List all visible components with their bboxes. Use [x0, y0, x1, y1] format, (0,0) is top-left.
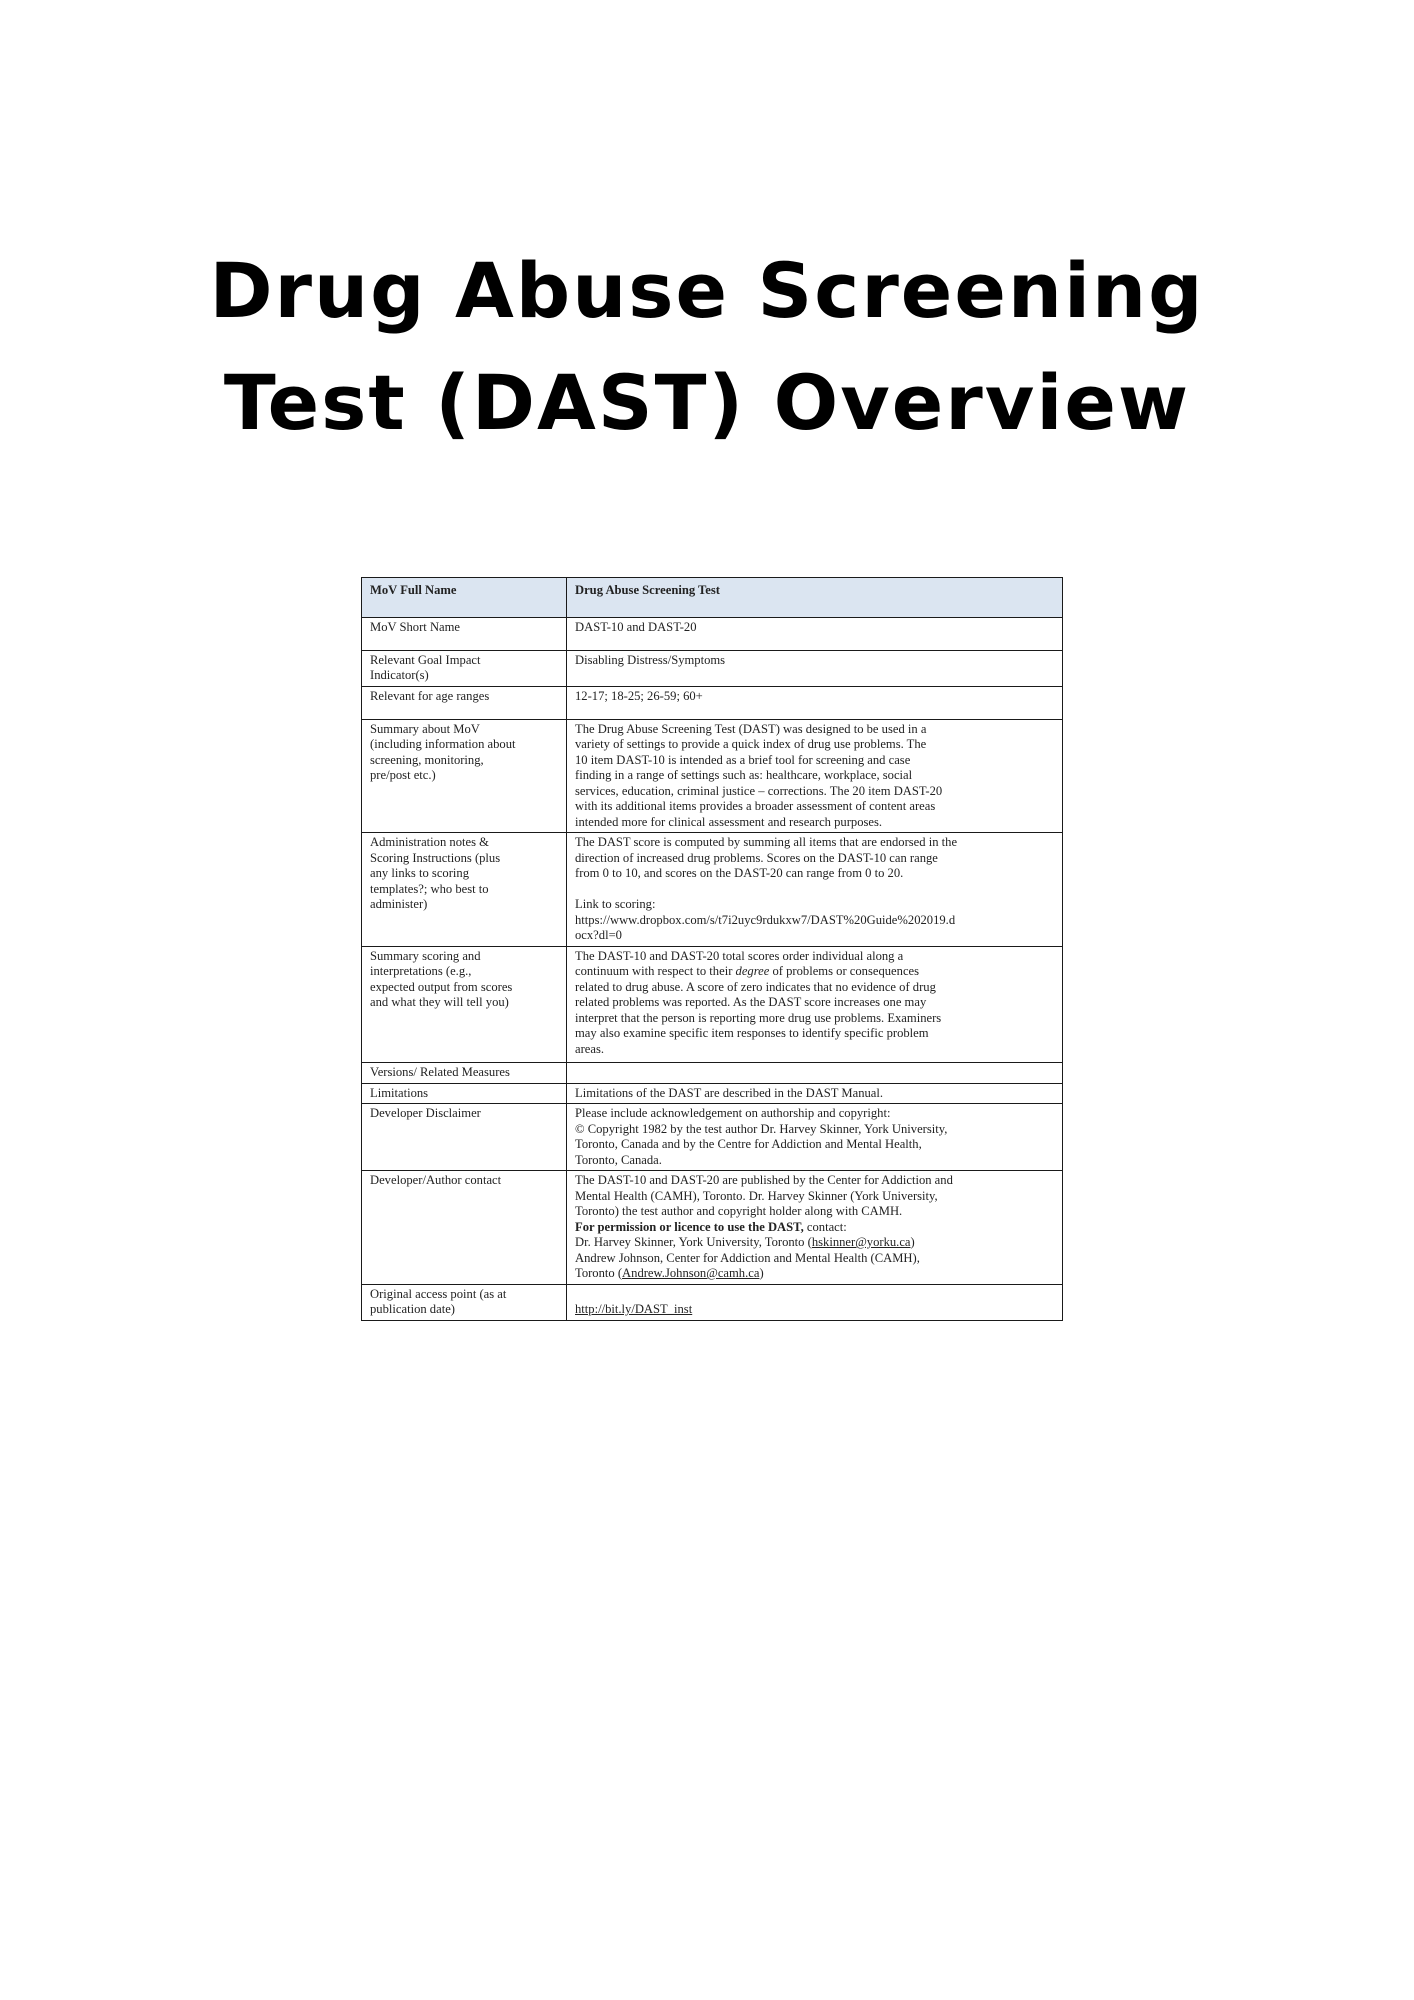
administration-label-line: templates?; who best to [370, 881, 489, 896]
goal-label [362, 650, 567, 686]
scoring-label-line: expected output from scores [370, 979, 513, 994]
scoring-link[interactable] [575, 913, 1056, 944]
page-title-line-2: Test (DAST) Overview [223, 358, 1191, 447]
contact-johnson-line: Andrew Johnson, Center for Addiction and Mental Health (CAMH), [575, 1250, 920, 1265]
disclaimer-text-line: © Copyright 1982 by the test author Dr. Harvey Skinner, York University, [575, 1121, 948, 1136]
table-row-scoring [362, 946, 1063, 1063]
access-value [567, 1284, 1063, 1320]
scoring-link-label: Link to scoring: [575, 897, 656, 911]
table-row-disclaimer [362, 1104, 1063, 1171]
summary-text-line: services, education, criminal justice – corrections. The 20 item DAST-20 [575, 783, 943, 798]
administration-label-line: Scoring Instructions (plus [370, 850, 501, 865]
administration-text-line: direction of increased drug problems. Scores on the DAST-10 can range [575, 850, 938, 865]
contact-text-line: Toronto) the test author and copyright holder along with CAMH. [575, 1204, 903, 1218]
summary-text-line: finding in a range of settings such as: healthcare, workplace, social [575, 768, 913, 782]
disclaimer-text-line: Toronto, Canada and by the Centre for Addiction and Mental Health, [575, 1137, 922, 1151]
administration-value [567, 833, 1063, 947]
summary-label-line: Summary about MoV [370, 721, 480, 736]
contact-text-line: Mental Health (CAMH), Toronto. Dr. Harvey Skinner (York University, [575, 1188, 938, 1203]
disclaimer-label: Developer Disclaimer [362, 1104, 567, 1171]
scoring-label-line: interpretations (e.g., [370, 964, 472, 978]
short-name-label: MoV Short Name [362, 617, 567, 650]
goal-label-line: Indicator(s) [370, 668, 429, 682]
goal-value: Disabling Distress/Symptoms [567, 650, 1063, 686]
table-row-header [362, 578, 1063, 618]
disclaimer-text-line: Please include acknowledgement on authorship and copyright: [575, 1106, 891, 1120]
table-row-administration [362, 833, 1063, 947]
access-label-line: Original access point (as at [370, 1286, 507, 1301]
table-row-limitations [362, 1083, 1063, 1104]
table-row-summary [362, 719, 1063, 833]
administration-text-line: from 0 to 10, and scores on the DAST-20 can range from 0 to 20. [575, 866, 904, 880]
summary-text-line: variety of settings to provide a quick index of drug use problems. The [575, 737, 927, 751]
scoring-text-line: areas. [575, 1041, 605, 1056]
limitations-label: Limitations [362, 1083, 567, 1104]
scoring-text-emphasis: degree [735, 964, 770, 978]
summary-label-line: pre/post etc.) [370, 768, 436, 782]
table-row-goal [362, 650, 1063, 686]
page-title-line-1: Drug Abuse Screening [209, 246, 1205, 335]
table-row-access [362, 1284, 1063, 1320]
scoring-link-line[interactable]: ocx?dl=0 [575, 928, 622, 942]
administration-label [362, 833, 567, 947]
age-value: 12-17; 18-25; 26-59; 60+ [567, 686, 1063, 719]
access-label-line: publication date) [370, 1302, 455, 1316]
embedded-document-image [361, 577, 1063, 1321]
mov-table [361, 577, 1063, 1321]
scoring-text-line: may also examine specific item responses to identify specific problem [575, 1026, 929, 1040]
scoring-text-line: related problems was reported. As the DAST score increases one may [575, 995, 927, 1009]
age-label: Relevant for age ranges [362, 686, 567, 719]
contact-johnson-close: ) [759, 1266, 764, 1280]
scoring-text-fragment: of problems or consequences [769, 964, 920, 978]
access-label [362, 1284, 567, 1320]
administration-label-line: any links to scoring [370, 866, 469, 880]
administration-label-line: Administration notes & [370, 835, 489, 849]
scoring-label-line: and what they will tell you) [370, 995, 509, 1009]
contact-skinner-close: ) [910, 1235, 915, 1249]
summary-text-line: with its additional items provides a broader assessment of content areas [575, 799, 936, 813]
versions-value [567, 1063, 1063, 1084]
limitations-value: Limitations of the DAST are described in the DAST Manual. [567, 1083, 1063, 1104]
administration-label-line: administer) [370, 897, 428, 911]
scoring-value [567, 946, 1063, 1063]
scoring-text-line: The DAST-10 and DAST-20 total scores order individual along a [575, 948, 904, 963]
header-value-cell: Drug Abuse Screening Test [567, 578, 1063, 618]
contact-permission-line [575, 1220, 1056, 1236]
summary-label-line: screening, monitoring, [370, 752, 484, 767]
goal-label-line: Relevant Goal Impact [370, 652, 481, 667]
contact-value [567, 1171, 1063, 1285]
table-row-age [362, 686, 1063, 719]
scoring-label-line: Summary scoring and [370, 948, 481, 963]
contact-label: Developer/Author contact [362, 1171, 567, 1285]
scoring-text-line: interpret that the person is reporting more drug use problems. Examiners [575, 1010, 942, 1025]
johnson-email-link[interactable]: Andrew.Johnson@camh.ca [622, 1266, 760, 1280]
administration-text-line: The DAST score is computed by summing all items that are endorsed in the [575, 835, 958, 849]
summary-text-line: intended more for clinical assessment and research purposes. [575, 814, 883, 829]
scoring-link-line[interactable]: https://www.dropbox.com/s/t7i2uyc9rdukxw7/DAST%20Guide%202019.d [575, 912, 956, 927]
summary-value [567, 719, 1063, 833]
contact-skinner-line [575, 1235, 1056, 1251]
contact-permission-rest: contact: [803, 1219, 847, 1234]
table-row-contact [362, 1171, 1063, 1285]
table-row-short-name [362, 617, 1063, 650]
contact-johnson-line-2 [575, 1266, 1056, 1282]
contact-johnson-text: Toronto ( [575, 1266, 623, 1280]
summary-text-line: The Drug Abuse Screening Test (DAST) was designed to be used in a [575, 721, 927, 736]
contact-text-line: The DAST-10 and DAST-20 are published by the Center for Addiction and [575, 1173, 953, 1187]
versions-label: Versions/ Related Measures [362, 1063, 567, 1084]
disclaimer-value [567, 1104, 1063, 1171]
short-name-value: DAST-10 and DAST-20 [567, 617, 1063, 650]
summary-text-line: 10 item DAST-10 is intended as a brief tool for screening and case [575, 752, 911, 767]
contact-permission-bold: For permission or licence to use the DAST, [575, 1219, 804, 1234]
table-row-versions [362, 1063, 1063, 1084]
summary-label [362, 719, 567, 833]
scoring-text-line [575, 964, 1056, 980]
paragraph-gap [575, 882, 1056, 898]
skinner-email-link[interactable]: hskinner@yorku.ca [811, 1235, 911, 1249]
scoring-text-fragment: continuum with respect to their [575, 964, 736, 978]
page-title [0, 235, 1414, 459]
access-link[interactable]: http://bit.ly/DAST_inst [575, 1302, 693, 1316]
summary-label-line: (including information about [370, 737, 516, 751]
disclaimer-text-line: Toronto, Canada. [575, 1152, 662, 1167]
scoring-text-line: related to drug abuse. A score of zero indicates that no evidence of drug [575, 979, 936, 994]
header-label-cell: MoV Full Name [362, 578, 567, 618]
contact-skinner-text: Dr. Harvey Skinner, York University, Toronto ( [575, 1235, 812, 1249]
scoring-label [362, 946, 567, 1063]
